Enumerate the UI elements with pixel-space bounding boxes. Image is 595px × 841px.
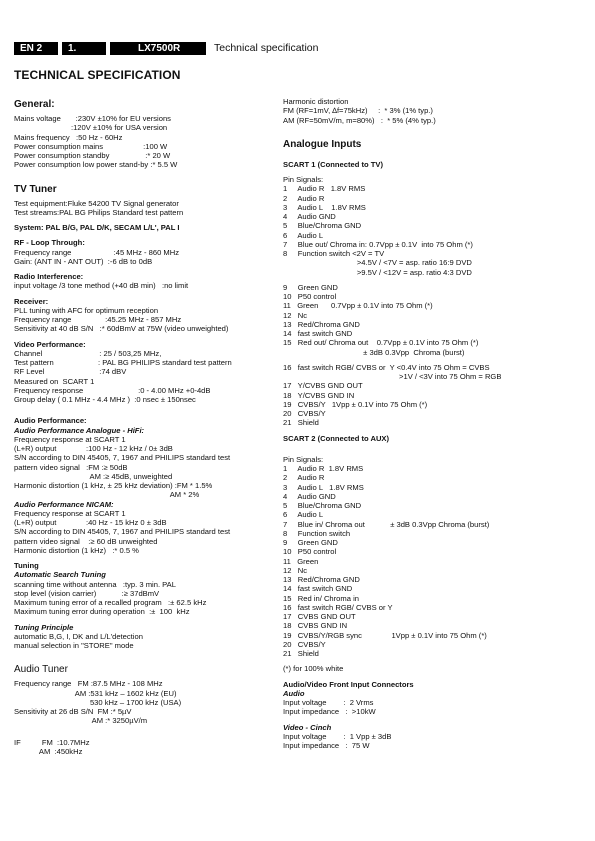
spacer (14, 726, 276, 738)
spec-line: IF FM :10.7MHz (14, 737, 90, 747)
spec-line: 18 Y/CVBS GND IN (283, 390, 355, 400)
spec-line: 20 CVBS/Y (283, 409, 326, 418)
spec-line: 10 P50 control (283, 292, 337, 301)
spec-line: 4 Audio GND (283, 491, 336, 501)
header-tag-section: EN 2 (14, 42, 58, 55)
spec-line: 19 CVBS/Y 1Vpp ± 0.1V into 75 Ohm (*) (283, 399, 428, 409)
spec-line: >9.5V / <12V = asp. ratio 4:3 DVD (283, 267, 472, 277)
spec-line: Harmonic distortion (1 kHz) :* 0.5 % (14, 545, 139, 555)
section-heading: Audio/Video Front Input Connectors (283, 679, 414, 689)
spec-line: AM :* 3250µV/m (14, 716, 148, 726)
section-heading: Tuning Principle (14, 622, 74, 632)
spec-line: 17 CVBS GND OUT (283, 612, 356, 621)
spec-line: S/N according to DIN 45405, 7, 1967 and PHILIPS standard test (14, 453, 231, 463)
spec-line: 530 kHz – 1700 kHz (USA) (14, 697, 182, 707)
section-heading: Audio Tuner (14, 664, 68, 676)
spec-line: Frequency range :45 MHz - 860 MHz (14, 247, 180, 257)
spec-line: Input voltage : 2 Vrms (283, 698, 374, 707)
spec-line: 21 Shield (283, 418, 319, 428)
spec-line: 13 Red/Chroma GND (283, 575, 360, 584)
spec-line: 11 Green 0.7Vpp ± 0.1V into 75 Ohm (*) (283, 301, 433, 311)
spec-line: 3 Audio L 1.8V RMS (283, 482, 364, 492)
spec-line: 9 Green GND (283, 282, 338, 292)
section-heading: General: (14, 99, 55, 110)
section-heading: Video - Cinch (283, 722, 332, 732)
spec-line: ± 3dB 0.3Vpp Chroma (burst) (283, 347, 465, 357)
spec-line: 14 fast switch GND (283, 329, 353, 338)
spec-line: 6 Audio L (283, 510, 324, 520)
spec-line: RF Level :74 dBV (14, 367, 127, 377)
spec-line: 21 Shield (283, 649, 319, 658)
spec-line: AM :531 kHz – 1602 kHz (EU) (14, 688, 177, 698)
spec-line: 16 fast switch RGB/ CVBS or Y <0.4V into 75 Ohm = CVBS (283, 362, 490, 372)
spacer (283, 443, 583, 455)
spacer (14, 170, 276, 182)
spec-line: Pin Signals: (283, 454, 324, 464)
section-heading: Tuning (14, 561, 39, 570)
section-heading: Analogue Inputs (283, 138, 362, 150)
spec-line: Frequency range :45.25 MHz - 857 MHz (14, 315, 182, 324)
spec-line: Measured on SCART 1 (14, 376, 95, 386)
spec-line: 8 Function switch (283, 528, 351, 538)
spec-line: :120V ±10% for USA version (14, 123, 168, 133)
spec-line: 5 Blue/Chroma GND (283, 221, 362, 231)
spec-line: manual selection in "STORE" mode (14, 641, 134, 650)
header-tag-chapter: 1. (62, 42, 106, 55)
spec-line: 1 Audio R 1.8V RMS (283, 184, 366, 194)
spec-line: Power consumption mains :100 W (14, 141, 168, 151)
spec-line: AM :≥ 45dB, unweighted (14, 471, 173, 481)
spec-line: Input impedance : >10kW (283, 707, 376, 717)
spec-line: Test streams:PAL BG Philips Standard test pattern (14, 207, 184, 217)
section-heading: Radio Interference: (14, 272, 84, 281)
spec-line: 14 fast switch GND (283, 584, 353, 594)
spec-line: Harmonic distortion (283, 97, 349, 106)
spec-line: 13 Red/Chroma GND (283, 319, 360, 329)
spec-line: S/N according to DIN 45405, 7, 1967 and PHILIPS standard test (14, 527, 231, 537)
section-heading: SCART 1 (Connected to TV) (283, 159, 383, 169)
spec-line: 4 Audio GND (283, 212, 336, 221)
spec-line: Maximum tuning error of a recalled program :± 62.5 kHz (14, 598, 207, 607)
spec-line: Harmonic distortion (1 kHz, ± 25 kHz deviation) :FM * 1.5% (14, 481, 213, 490)
spec-line: 20 CVBS/Y (283, 639, 326, 649)
section-heading: Audio (283, 688, 305, 698)
spec-line: 11 Green (283, 556, 319, 566)
spec-line: 1 Audio R 1.8V RMS (283, 464, 364, 473)
spec-line: Input impedance : 75 W (283, 741, 370, 750)
spec-line: 12 Nc (283, 565, 308, 575)
section-heading: System: PAL B/G, PAL D/K, SECAM L/L', PAL I (14, 223, 180, 232)
spacer (14, 404, 276, 416)
spec-line: 12 Nc (283, 310, 308, 320)
spec-line: Test equipment:Fluke 54200 TV Signal generator (14, 198, 179, 208)
spec-line: FM (RF=1mV, ∆f=75kHz) : * 3% (1% typ.) (283, 106, 433, 116)
spec-line: (*) for 100% white (283, 664, 344, 674)
spec-line: Test pattern : PAL BG PHILIPS standard test pattern (14, 358, 232, 367)
spec-line: 17 Y/CVBS GND OUT (283, 381, 363, 391)
spec-line: Power consumption standby :* 20 W (14, 151, 171, 160)
spec-line: scanning time without antenna :typ. 3 min. PAL (14, 579, 176, 589)
spacer (14, 650, 276, 662)
spec-line: 9 Green GND (283, 538, 338, 547)
page-title: TECHNICAL SPECIFICATION (14, 68, 181, 82)
spec-line: >4.5V / <7V = asp. ratio 16:9 DVD (283, 258, 472, 268)
spec-line: 6 Audio L (283, 230, 324, 240)
spec-line: (L+R) output :40 Hz - 15 kHz 0 ± 3dB (14, 518, 167, 527)
spec-line: automatic B,G, I, DK and L/L'detection (14, 631, 143, 641)
right-column (283, 97, 583, 750)
spec-line: Frequency response at SCART 1 (14, 508, 126, 518)
section-heading: Audio Performance Analogue - HiFi: (14, 425, 145, 435)
section-heading: Video Performance: (14, 339, 86, 349)
spec-line: 18 CVBS GND IN (283, 621, 348, 631)
spec-line: input voltage /3 tone method (+40 dB min) :no limit (14, 281, 189, 291)
section-heading: Automatic Search Tuning (14, 570, 106, 580)
spec-line: Mains voltage :230V ±10% for EU versions (14, 114, 171, 123)
section-heading: SCART 2 (Connected to AUX) (283, 433, 390, 443)
spec-line: 2 Audio R (283, 473, 325, 483)
spec-line: 3 Audio L 1.8V RMS (283, 202, 366, 212)
spec-line: >1V / <3V into 75 Ohm = RGB (283, 372, 502, 381)
spec-line: PLL tuning with AFC for optimum reception (14, 305, 159, 315)
section-heading: Audio Performance NICAM: (14, 499, 114, 509)
spec-line: Sensitivity at 40 dB S/N :* 60dBmV at 75W (video unweighted) (14, 324, 229, 334)
section-heading: Audio Performance: (14, 416, 87, 426)
section-heading: RF - Loop Through: (14, 238, 85, 248)
spec-line: Frequency range FM :87.5 MHz - 108 MHz (14, 679, 163, 689)
spec-line: 7 Blue in/ Chroma out ± 3dB 0.3Vpp Chroma (burst) (283, 519, 490, 529)
spec-line: AM :450kHz (14, 746, 83, 756)
spec-line: Group delay ( 0.1 MHz - 4.4 MHz ) :0 nsec ± 150nsec (14, 395, 196, 404)
spec-line: 15 Red out/ Chroma out 0.7Vpp ± 0.1V into 75 Ohm (*) (283, 338, 479, 348)
spec-line: AM * 2% (14, 490, 200, 500)
spec-line: 5 Blue/Chroma GND (283, 501, 362, 510)
spacer (283, 125, 583, 137)
spec-line: Input voltage : 1 Vpp ± 3dB (283, 731, 392, 741)
spec-line: pattern video signal :FM :≥ 50dB (14, 462, 128, 472)
spec-line: (L+R) output :100 Hz - 12 kHz / 0± 3dB (14, 444, 173, 453)
spec-line: Frequency response at SCART 1 (14, 434, 126, 444)
spec-line: Pin Signals: (283, 175, 324, 184)
spec-line: Power consumption low power stand-by :* 5.5 W (14, 160, 178, 170)
spec-line: Maximum tuning error during operation :± 100 kHz (14, 607, 190, 617)
spec-line: 8 Function switch <2V = TV (283, 249, 385, 258)
spec-line: Gain: (ANT IN - ANT OUT) :-6 dB to 0dB (14, 256, 153, 266)
spec-line: 16 fast switch RGB/ CVBS or Y (283, 602, 393, 612)
spec-line: pattern video signal :≥ 60 dB unweighted (14, 536, 158, 546)
spec-line: 15 Red in/ Chroma in (283, 593, 359, 603)
spec-line: 10 P50 control (283, 547, 337, 557)
spec-line: Sensitivity at 26 dB S/N FM :* 5µV (14, 707, 132, 716)
page-header (14, 42, 581, 55)
spec-line: 7 Blue out/ Chroma in: 0.7Vpp ± 0.1V into 75 Ohm (*) (283, 239, 473, 249)
spec-line: Channel : 25 / 503,25 MHz, (14, 348, 162, 358)
spec-line: 2 Audio R (283, 193, 325, 203)
spec-line: Mains frequency :50 Hz - 60Hz (14, 132, 123, 142)
spec-line: stop level (vision carrier) :≥ 37dBmV (14, 588, 160, 598)
header-tag-model: LX7500R (110, 42, 206, 55)
section-heading: TV Tuner (14, 183, 57, 195)
spec-line: Frequency response :0 - 4.00 MHz +0-4dB (14, 385, 211, 395)
left-column (14, 97, 276, 756)
spec-line: 19 CVBS/Y/RGB sync 1Vpp ± 0.1V into 75 Ohm (*) (283, 630, 487, 640)
section-heading: Receiver: (14, 296, 49, 306)
header-title: Technical specification (214, 42, 319, 54)
spec-line: AM (RF=50mV/m, m=80%) : * 5% (4% typ.) (283, 115, 436, 125)
